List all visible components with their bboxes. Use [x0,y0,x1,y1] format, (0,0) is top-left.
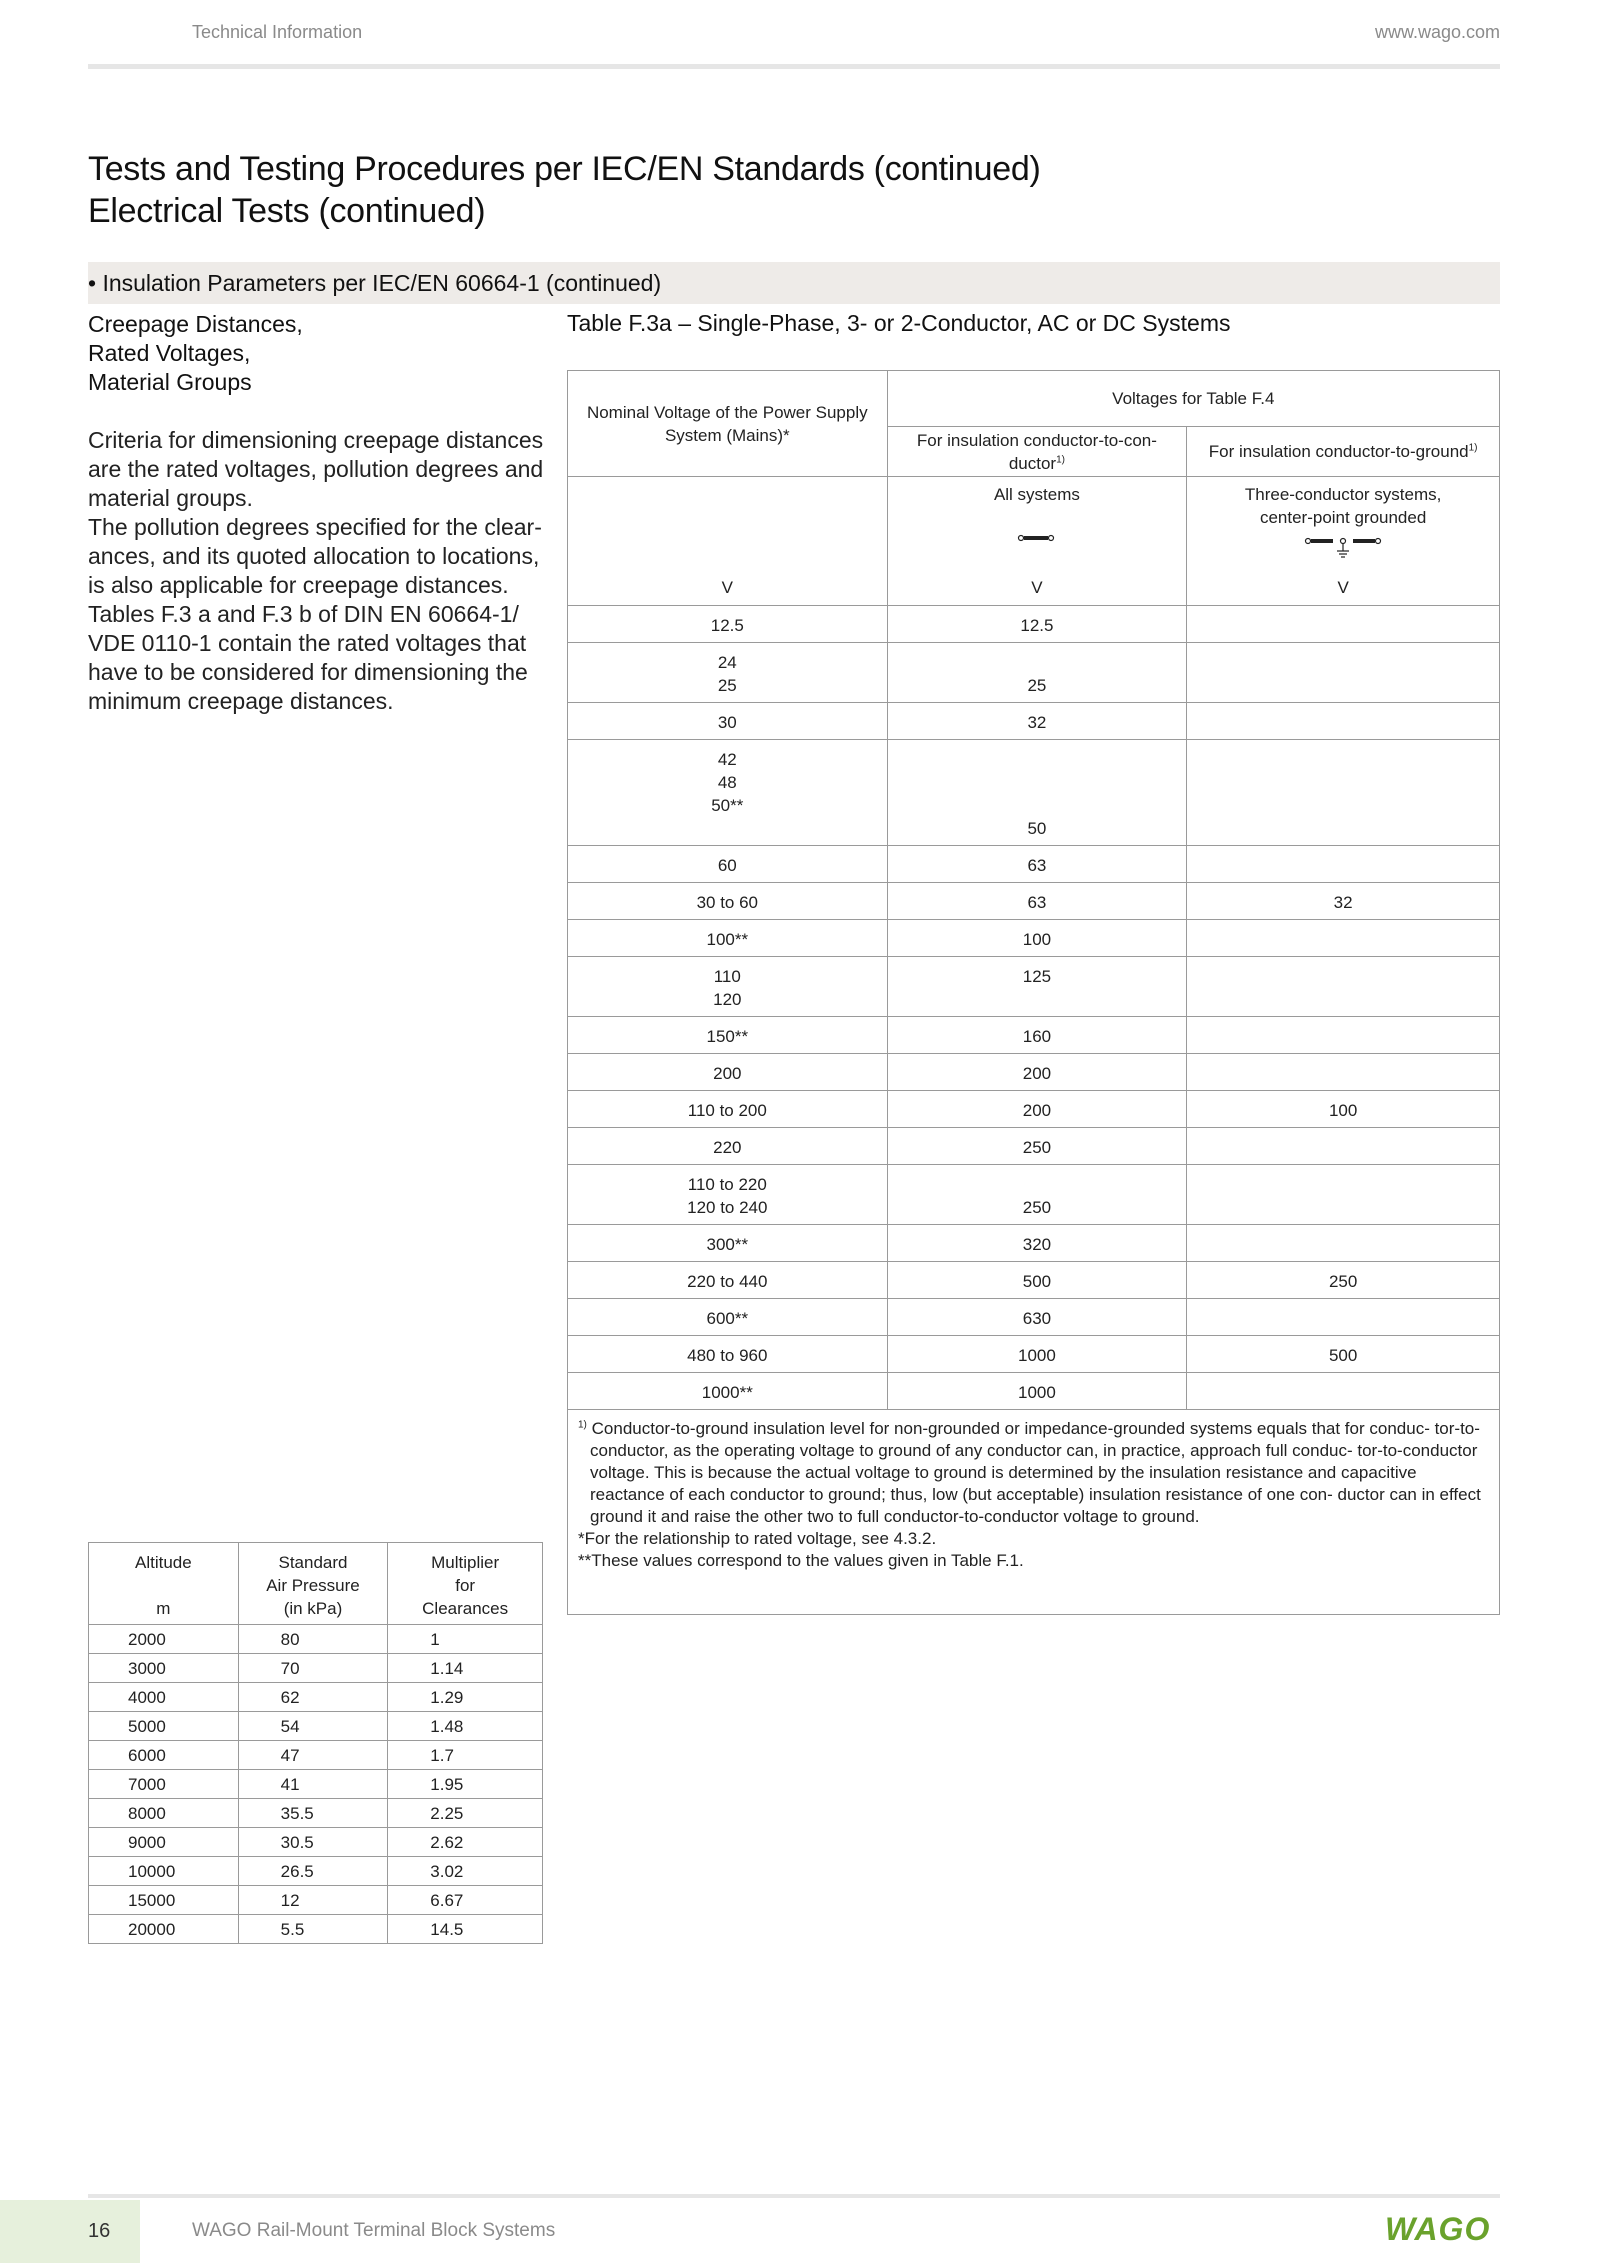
table-cell [1187,920,1500,957]
table-cell: 62 [238,1683,388,1712]
table-row [568,1091,1500,1128]
table-cell: 3000 [89,1654,239,1683]
table-cell: 1000 [887,1336,1187,1373]
table-cell: 35.5 [238,1799,388,1828]
table-row [568,920,1500,957]
table-row [89,1712,543,1741]
table-cell: 320 [887,1225,1187,1262]
side-paragraph-line: material groups. [88,485,253,511]
table-row [568,606,1500,643]
table-cell: 500 [1187,1336,1500,1373]
table-row [568,1017,1500,1054]
table-cell: 250 [1187,1262,1500,1299]
table-cell [1187,643,1500,703]
footnote-3: **These values correspond to the values given in Table F.1. [578,1551,1024,1570]
table-caption: Table F.3a – Single-Phase, 3- or 2-Conductor, AC or DC Systems [567,310,1231,336]
side-paragraph [88,426,548,716]
table-cell: 630 [887,1299,1187,1336]
multiplier-header: Multiplier for Clearances [388,1543,543,1625]
all-systems-cell [887,477,1187,572]
table-cell: 200 [887,1054,1187,1091]
table-cell: 7000 [89,1770,239,1799]
air-pressure-header: Standard Air Pressure (in kPa) [238,1543,388,1625]
section-bar-label: • Insulation Parameters per IEC/EN 60664-1 (continued) [88,270,662,296]
table-cell: 125 [887,957,1187,1017]
table-cell: 220 [568,1128,888,1165]
conductor-to-ground-label: For insulation conductor-to-ground [1208,442,1469,461]
table-cell: 63 [887,883,1187,920]
table-cell: 50 [887,740,1187,846]
table-row [568,883,1500,920]
unit-label: V [1187,572,1500,606]
svg-text:WAGO: WAGO [1385,2212,1491,2246]
table-row [568,1262,1500,1299]
table-row [89,1857,543,1886]
table-cell [1187,846,1500,883]
conductor-to-conductor-header [887,427,1187,477]
table-row [568,643,1500,703]
section-bar [88,262,1500,304]
side-heading-line: Material Groups [88,369,252,395]
altitude-table-body [89,1625,543,1944]
side-heading [88,310,548,397]
table-row [89,1683,543,1712]
table-cell: 41 [238,1770,388,1799]
table-row [89,1770,543,1799]
table-cell [1187,957,1500,1017]
conductor-to-conductor-label: For insulation conductor-to-con- ductor [916,430,1157,473]
table-cell: 30.5 [238,1828,388,1857]
center-point-grounded-cell [1187,477,1500,572]
table-cell: 250 [887,1165,1187,1225]
table-cell: 12.5 [887,606,1187,643]
table-cell: 10000 [89,1857,239,1886]
table-cell: 110 to 220 120 to 240 [568,1165,888,1225]
table-cell: 3.02 [388,1857,543,1886]
table-cell [1187,1128,1500,1165]
table-cell: 600** [568,1299,888,1336]
table-cell: 200 [887,1091,1187,1128]
wago-logo [1385,2212,1500,2246]
header-section-label: Technical Information [192,22,363,42]
header-website-link[interactable]: www.wago.com [1374,22,1500,42]
page-number-block [0,2200,140,2263]
side-paragraph-line: are the rated voltages, pollution degrees and [88,456,544,482]
table-cell: 15000 [89,1886,239,1915]
table-row [89,1741,543,1770]
voltage-table [567,370,1500,1615]
table-cell: 32 [1187,883,1500,920]
table-cell: 30 [568,703,888,740]
altitude-table [88,1542,543,1944]
table-cell: 100 [1187,1091,1500,1128]
table-row [568,1128,1500,1165]
table-cell: 20000 [89,1915,239,1944]
table-cell: 300** [568,1225,888,1262]
footnote-1-text: Conductor-to-ground insulation level for non-grounded or impedance-grounded systems equals that for conduc- tor-to-conductor, as the operating voltage to ground of any conductor can, in practice, approach full conduc- tor-to-conductor voltage. This is because the actual voltage to ground is determined by the insulation resistance and capacitive reactance of each conductor to ground; thus, low (but acceptable) insulation resistance of one con- ductor can in effect ground it and raise the other two to full conductor-to-conductor voltage to ground. [590,1419,1481,1526]
page-title: Tests and Testing Procedures per IEC/EN Standards (continued) [88,150,1041,188]
table-cell: 24 25 [568,643,888,703]
unit-label: V [887,572,1187,606]
table-row [568,1054,1500,1091]
table-cell: 2.25 [388,1799,543,1828]
table-cell: 25 [887,643,1187,703]
voltage-table-body [568,606,1500,1410]
nominal-blank-cell [568,477,888,572]
table-cell: 70 [238,1654,388,1683]
table-cell [1187,703,1500,740]
nominal-voltage-header: Nominal Voltage of the Power Supply System (Mains)* [568,371,888,477]
table-row [89,1625,543,1654]
table-cell: 1000 [887,1373,1187,1410]
three-conductor-grounded-symbol-icon [1298,531,1388,561]
table-cell: 500 [887,1262,1187,1299]
footnote-2: *For the relationship to rated voltage, see 4.3.2. [578,1529,937,1548]
table-cell [1187,1299,1500,1336]
all-systems-label: All systems [993,485,1080,504]
table-row [568,740,1500,846]
table-cell: 32 [887,703,1187,740]
footer-divider [88,2194,1500,2198]
side-paragraph-line: Tables F.3 a and F.3 b of DIN EN 60664-1/ [88,601,519,627]
table-cell: 2000 [89,1625,239,1654]
table-row [89,1799,543,1828]
table-cell: 6000 [89,1741,239,1770]
table-row [89,1886,543,1915]
table-cell [1187,606,1500,643]
table-row [568,957,1500,1017]
table-cell [1187,1225,1500,1262]
table-row [89,1828,543,1857]
table-row [568,846,1500,883]
side-paragraph-line: The pollution degrees specified for the clear- [88,514,542,540]
table-cell: 12.5 [568,606,888,643]
altitude-header: Altitude m [89,1543,239,1625]
page-number: 16 [88,2220,111,2242]
side-heading-line: Creepage Distances, [88,311,303,337]
table-cell: 54 [238,1712,388,1741]
table-cell: 1.7 [388,1741,543,1770]
header-divider [88,64,1500,69]
table-cell: 110 120 [568,957,888,1017]
table-row [568,1165,1500,1225]
table-cell: 200 [568,1054,888,1091]
table-cell: 1 [388,1625,543,1654]
table-row [568,1225,1500,1262]
unit-label: V [568,572,888,606]
footer-title: WAGO Rail-Mount Terminal Block Systems [192,2220,556,2241]
table-cell: 6.67 [388,1886,543,1915]
table-row [568,703,1500,740]
side-paragraph-line: VDE 0110-1 contain the rated voltages that [88,630,527,656]
table-cell: 1.48 [388,1712,543,1741]
side-paragraph-line: ances, and its quoted allocation to locations, [88,543,540,569]
side-paragraph-line: have to be considered for dimensioning the [88,659,528,685]
table-cell: 26.5 [238,1857,388,1886]
table-cell [1187,1165,1500,1225]
footnote-mark: 1) [578,1419,587,1431]
table-cell: 250 [887,1128,1187,1165]
table-cell: 47 [238,1741,388,1770]
table-cell: 12 [238,1886,388,1915]
voltages-group-header: Voltages for Table F.4 [887,371,1499,427]
table-cell: 110 to 200 [568,1091,888,1128]
side-paragraph-line: Criteria for dimensioning creepage distances [88,427,544,453]
page-subtitle: Electrical Tests (continued) [88,192,486,230]
footnote-1 [578,1418,1487,1528]
table-cell [1187,1054,1500,1091]
table-row [89,1654,543,1683]
table-cell: 14.5 [388,1915,543,1944]
table-cell: 2.62 [388,1828,543,1857]
table-footnotes [568,1410,1500,1615]
footnote-ref: 1) [1056,453,1065,465]
table-cell: 160 [887,1017,1187,1054]
table-row [89,1915,543,1944]
table-cell: 1000** [568,1373,888,1410]
table-row [568,1299,1500,1336]
table-cell: 1.95 [388,1770,543,1799]
table-cell: 100 [887,920,1187,957]
footnote-ref: 1) [1468,442,1478,454]
table-cell: 1.29 [388,1683,543,1712]
table-cell: 1.14 [388,1654,543,1683]
table-cell: 9000 [89,1828,239,1857]
table-cell: 480 to 960 [568,1336,888,1373]
table-cell: 42 48 50** [568,740,888,846]
center-point-grounded-label: Three-conductor systems, center-point grounded [1244,485,1442,527]
two-conductor-symbol-icon [1007,528,1067,548]
conductor-to-ground-header [1187,427,1500,477]
table-cell [1187,1373,1500,1410]
side-paragraph-line: minimum creepage distances. [88,688,394,714]
table-cell: 30 to 60 [568,883,888,920]
table-cell: 5.5 [238,1915,388,1944]
side-heading-line: Rated Voltages, [88,340,251,366]
table-cell: 220 to 440 [568,1262,888,1299]
table-cell [1187,740,1500,846]
table-cell: 4000 [89,1683,239,1712]
table-cell: 150** [568,1017,888,1054]
table-row [568,1336,1500,1373]
table-row [568,1373,1500,1410]
table-cell [1187,1017,1500,1054]
table-cell: 100** [568,920,888,957]
table-cell: 80 [238,1625,388,1654]
table-cell: 60 [568,846,888,883]
table-cell: 63 [887,846,1187,883]
table-cell: 8000 [89,1799,239,1828]
side-paragraph-line: is also applicable for creepage distances. [88,572,509,598]
table-cell: 5000 [89,1712,239,1741]
